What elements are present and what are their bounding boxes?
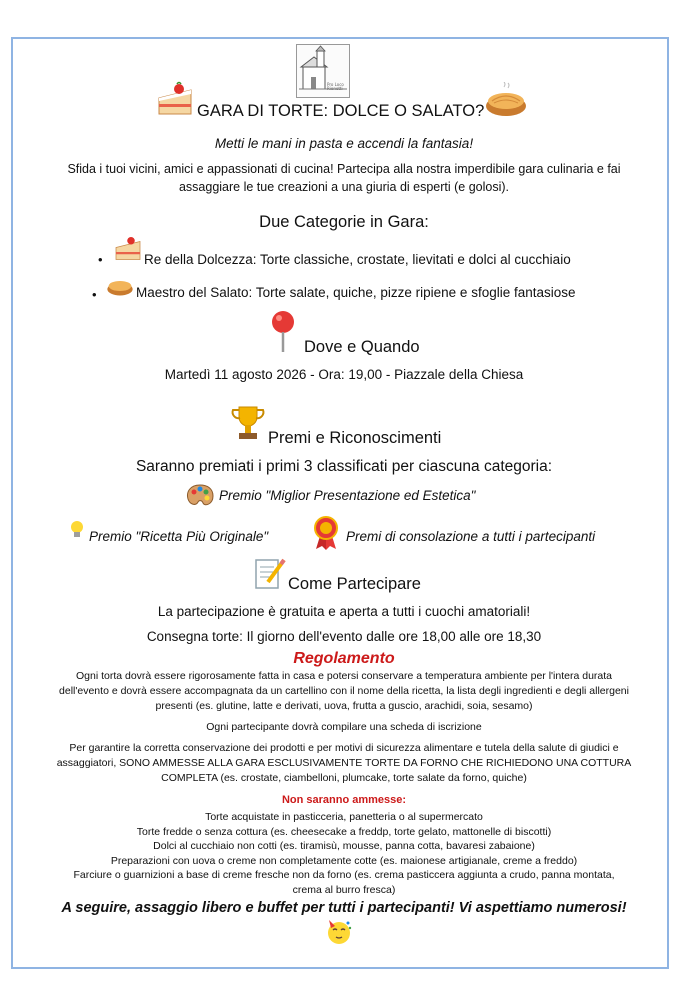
event-details: Martedì 11 agosto 2026 - Ora: 19,00 - Piazzale della Chiesa: [164, 367, 524, 382]
prize-presentation: Premio "Miglior Presentazione ed Estetica": [219, 488, 476, 503]
rule-text: Per garantire la corretta conservazione dei prodotti e per motivi di sicurezza alimentare e tutela della salute di giudici e assaggiatori, SONO AMMESSE ALLA GARA ESCLUSIVAMENTE TORTE DA FORNO CHE RICHIEDONO UNA COTTURA COMPLETA (es. crostate, ciambelloni, plumcake, torte salate da forno, quiche): [56, 742, 632, 784]
bullet-dot: •: [92, 287, 97, 302]
memo-icon: [254, 556, 286, 590]
logo-caption: Pro Loco Rionetti: [327, 82, 344, 91]
lightbulb-icon: [70, 520, 84, 540]
prizes-heading: Premi e Riconoscimenti: [268, 429, 442, 447]
event-title: GARA DI TORTE: DOLCE O SALATO?: [197, 102, 485, 120]
prize-original: Premio "Ricetta Più Originale": [89, 529, 269, 544]
pie-icon: [484, 82, 528, 120]
delivery-time: Consegna torte: Il giorno dell'evento dalle ore 18,00 alle ore 18,30: [146, 629, 542, 644]
subtitle: Metti le mani in pasta e accendi la fantasia!: [214, 136, 474, 151]
category-item: Maestro del Salato: Torte salate, quiche, pizze ripiene e sfoglie fantasiose: [136, 285, 576, 300]
trophy-icon: [230, 404, 266, 444]
where-when-heading: Dove e Quando: [304, 338, 420, 356]
categories-heading: Due Categorie in Gara:: [259, 213, 429, 231]
category-item: Re della Dolcezza: Torte classiche, crostate, lievitati e dolci al cucchiaio: [144, 252, 571, 267]
prize-consolation: Premi di consolazione a tutti i partecipanti: [346, 529, 596, 544]
rule-text: Ogni torta dovrà essere rigorosamente fatta in casa e potersi conservare a temperatura ambiente per l'intera durata dell'evento e dovrà essere accompagnata da un cartellino con il nome della ricetta, la lista degli ingredienti e degli allergeni presenti (es. glutine, latte e derivati, uova, frutta a guscio, arachidi, soia, sesamo): [59, 670, 629, 712]
list-item: Farciure o guarnizioni a base di creme fresche non da forno (es. crema pasticcera aggiunta a crudo, panna montata, crema al burro fresca): [73, 869, 615, 896]
pie-icon: [105, 274, 135, 298]
medal-icon: [312, 516, 340, 550]
list-item: Torte fredde o senza cottura (es. cheesecake a freddp, torte gelato, mattonelle di biscotti): [136, 825, 552, 838]
list-item: Dolci al cucchiaio non cotti (es. tiramisù, mousse, panna cotta, bavaresi zabaione): [153, 840, 535, 852]
intro-text: Sfida i tuoi vicini, amici e appassionati di cucina! Partecipa alla nostra imperdibile gara culinaria e fai assaggiare le tue creazioni a una giuria di esperti (e golosi).: [67, 162, 621, 194]
not-allowed-list: [70, 810, 618, 897]
bullet-dot: •: [98, 252, 103, 267]
rules-heading: Regolamento: [293, 650, 395, 667]
palette-icon: [186, 484, 214, 508]
participation-free: La partecipazione è gratuita e aperta a tutti i cuochi amatoriali!: [157, 604, 531, 619]
participate-heading: Come Partecipare: [288, 575, 421, 593]
party-face-icon: [325, 918, 353, 946]
prizes-subheading: Saranno premiati i primi 3 classificati per ciascuna categoria:: [135, 458, 553, 475]
rule-text: Ogni partecipante dovrà compilare una scheda di iscrizione: [206, 721, 482, 733]
not-allowed-heading: Non saranno ammesse:: [281, 794, 407, 806]
cake-slice-icon: [114, 234, 142, 264]
list-item: Torte acquistate in pasticceria, panetteria o al supermercato: [205, 811, 483, 823]
list-item: Preparazioni con uova o creme non completamente cotte (es. maionese artigianale, creme a freddo): [110, 854, 578, 867]
closing-text: A seguire, assaggio libero e buffet per tutti i partecipanti! Vi aspettiamo numerosi!: [61, 900, 627, 916]
map-pin-icon: [268, 310, 298, 354]
church-logo: [296, 44, 350, 98]
cake-slice-icon: [157, 80, 193, 120]
